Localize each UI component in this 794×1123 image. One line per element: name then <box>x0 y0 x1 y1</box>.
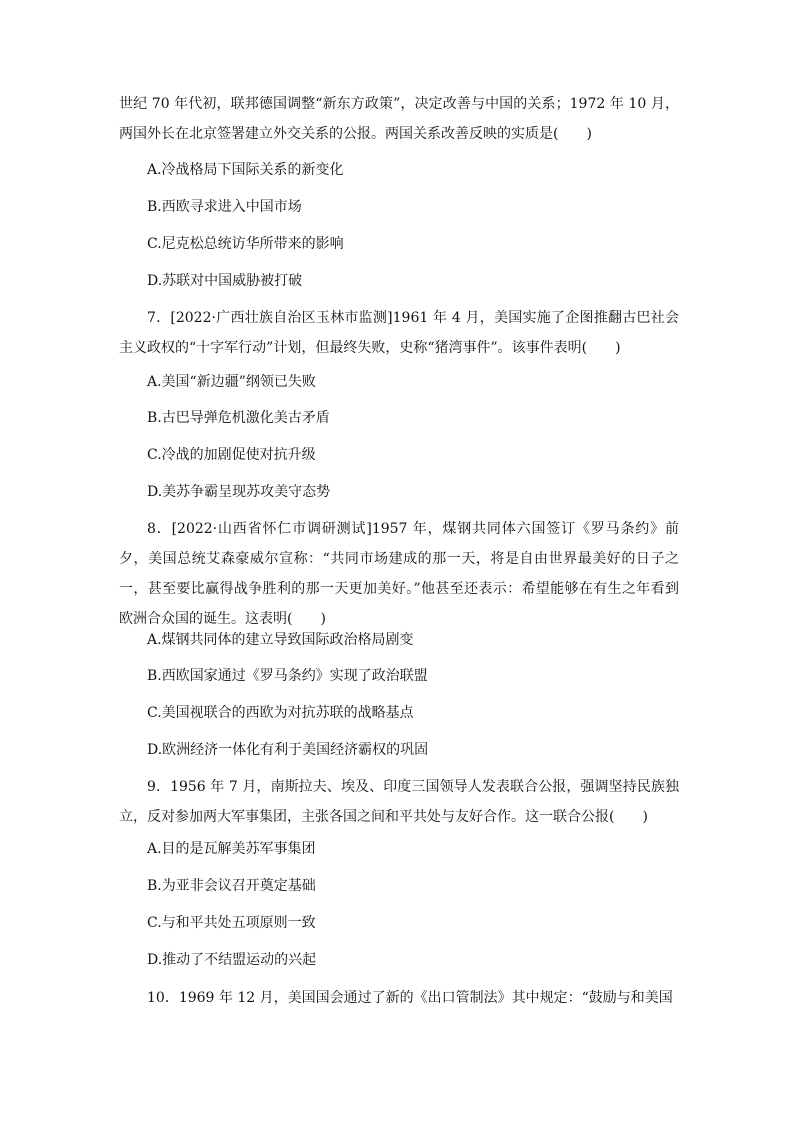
question-8-option-d: D.欧洲经济一体化有利于美国经济霸权的巩固 <box>147 742 429 758</box>
question-7-option-c: C.冷战的加剧促使对抗升级 <box>147 447 316 463</box>
question-6-option-c: C.尼克松总统访华所带来的影响 <box>147 236 344 252</box>
question-7-option-a: A.美国“新边疆”纲领已失败 <box>147 374 316 390</box>
question-10-stem: 10．1969 年 12 月，美国国会通过了新的《出口管制法》其中规定：“鼓励与和美国 <box>147 990 673 1006</box>
question-9-option-c: C.与和平共处五项原则一致 <box>147 915 316 931</box>
question-8-option-a: A.煤钢共同体的建立导致国际政治格局剧变 <box>147 632 414 648</box>
question-7-stem: 7．[2022·广西壮族自治区玉林市监测]1961 年 4 月，美国实施了企图推翻古巴社会主义政权的“十字军行动”计划，但最终失败，史称“猪湾事件”。该事件表明( ) <box>119 310 679 356</box>
question-6-option-d: D.苏联对中国威胁被打破 <box>147 273 303 289</box>
question-6-option-b: B.西欧寻求进入中国市场 <box>147 199 302 215</box>
question-9-option-d: D.推动了不结盟运动的兴起 <box>147 952 317 968</box>
question-9-option-b: B.为亚非会议召开奠定基础 <box>147 878 316 894</box>
question-8-stem: 8．[2022·山西省怀仁市调研测试]1957 年，煤钢共同体六国签订《罗马条约》前夕，美国总统艾森豪威尔宣称：“共同市场建成的那一天，将是自由世界最美好的日子之一，甚至要比赢得战争胜利的那一天更加美好。”他甚至还表示：希望能够在有生之年看到欧洲合众国的诞生。这表明( ) <box>119 521 679 627</box>
question-6-option-a: A.冷战格局下国际关系的新变化 <box>147 162 344 178</box>
question-6-stem: 世纪 70 年代初，联邦德国调整“新东方政策”，决定改善与中国的关系；1972 年 10 月，两国外长在北京签署建立外交关系的公报。两国关系改善反映的实质是( ) <box>119 96 679 142</box>
question-8-option-b: B.西欧国家通过《罗马条约》实现了政治联盟 <box>147 668 428 684</box>
question-8-option-c: C.美国视联合的西欧为对抗苏联的战略基点 <box>147 705 414 721</box>
question-9-stem: 9．1956 年 7 月，南斯拉夫、埃及、印度三国领导人发表联合公报，强调坚持民族独立，反对参加两大军事集团，主张各国之间和平共处与友好合作。这一联合公报( ) <box>119 779 679 825</box>
question-9-option-a: A.目的是瓦解美苏军事集团 <box>147 841 316 857</box>
question-7-option-d: D.美苏争霸呈现苏攻美守态势 <box>147 484 331 500</box>
question-7-option-b: B.古巴导弹危机激化美古矛盾 <box>147 410 330 426</box>
